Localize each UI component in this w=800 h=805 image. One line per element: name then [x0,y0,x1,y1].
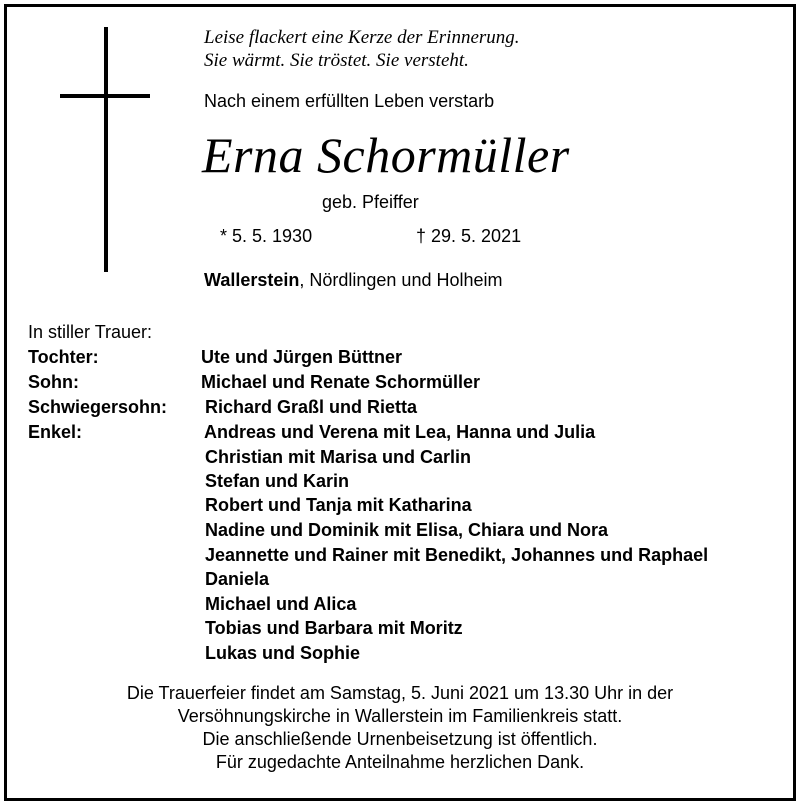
intro-text: Nach einem erfüllten Leben verstarb [204,91,495,111]
mourner-names: Jeannette und Rainer mit Benedikt, Johannes und Raphael [205,545,709,565]
mourner-names: Nadine und Dominik mit Elisa, Chiara und Nora [205,520,609,540]
mourner-names: Michael und Renate Schormüller [201,372,481,392]
relation-label: Enkel: [28,422,83,442]
poem-line: Leise flackert eine Kerze der Erinnerung. [204,27,520,48]
place-rest: , Nördlingen und Holheim [299,270,503,290]
notice-line: Versöhnungskirche in Wallerstein im Familienkreis statt. [177,706,623,726]
mourner-names: Daniela [205,569,270,589]
mourner-names: Michael und Alica [205,594,357,614]
mourners-intro: In stiller Trauer: [28,322,153,342]
cross-icon-bar [60,94,150,98]
mourner-names: Andreas und Verena mit Lea, Hanna und Julia [204,422,596,442]
relation-label: Tochter: [28,347,99,367]
notice-line: Für zugedachte Anteilnahme herzlichen Dank. [215,752,585,772]
mourner-names: Lukas und Sophie [205,643,361,663]
mourner-names: Robert und Tanja mit Katharina [205,495,472,515]
mourner-names: Richard Graßl und Rietta [205,397,418,417]
notice-line: Die Trauerfeier findet am Samstag, 5. Juni 2021 um 13.30 Uhr in der [126,683,674,703]
maiden-name: geb. Pfeiffer [322,192,419,212]
birth-date: * 5. 5. 1930 [220,226,313,246]
notice-line: Die anschließende Urnenbeisetzung ist öffentlich. [202,729,598,749]
places [204,270,503,291]
poem-line: Sie wärmt. Sie tröstet. Sie versteht. [204,50,469,71]
mourner-names: Tobias und Barbara mit Moritz [205,618,463,638]
place-main: Wallerstein [204,270,300,290]
cross-icon [104,27,108,272]
death-date: † 29. 5. 2021 [416,226,522,246]
mourner-names: Christian mit Marisa und Carlin [205,447,472,467]
poem [204,26,520,72]
mourner-names: Stefan und Karin [205,471,350,491]
mourner-names: Ute und Jürgen Büttner [201,347,402,367]
ceremony-notice [0,682,800,774]
relation-label: Sohn: [28,372,79,392]
relation-label: Schwiegersohn: [28,397,168,417]
deceased-name: Erna Schormüller [202,127,570,183]
